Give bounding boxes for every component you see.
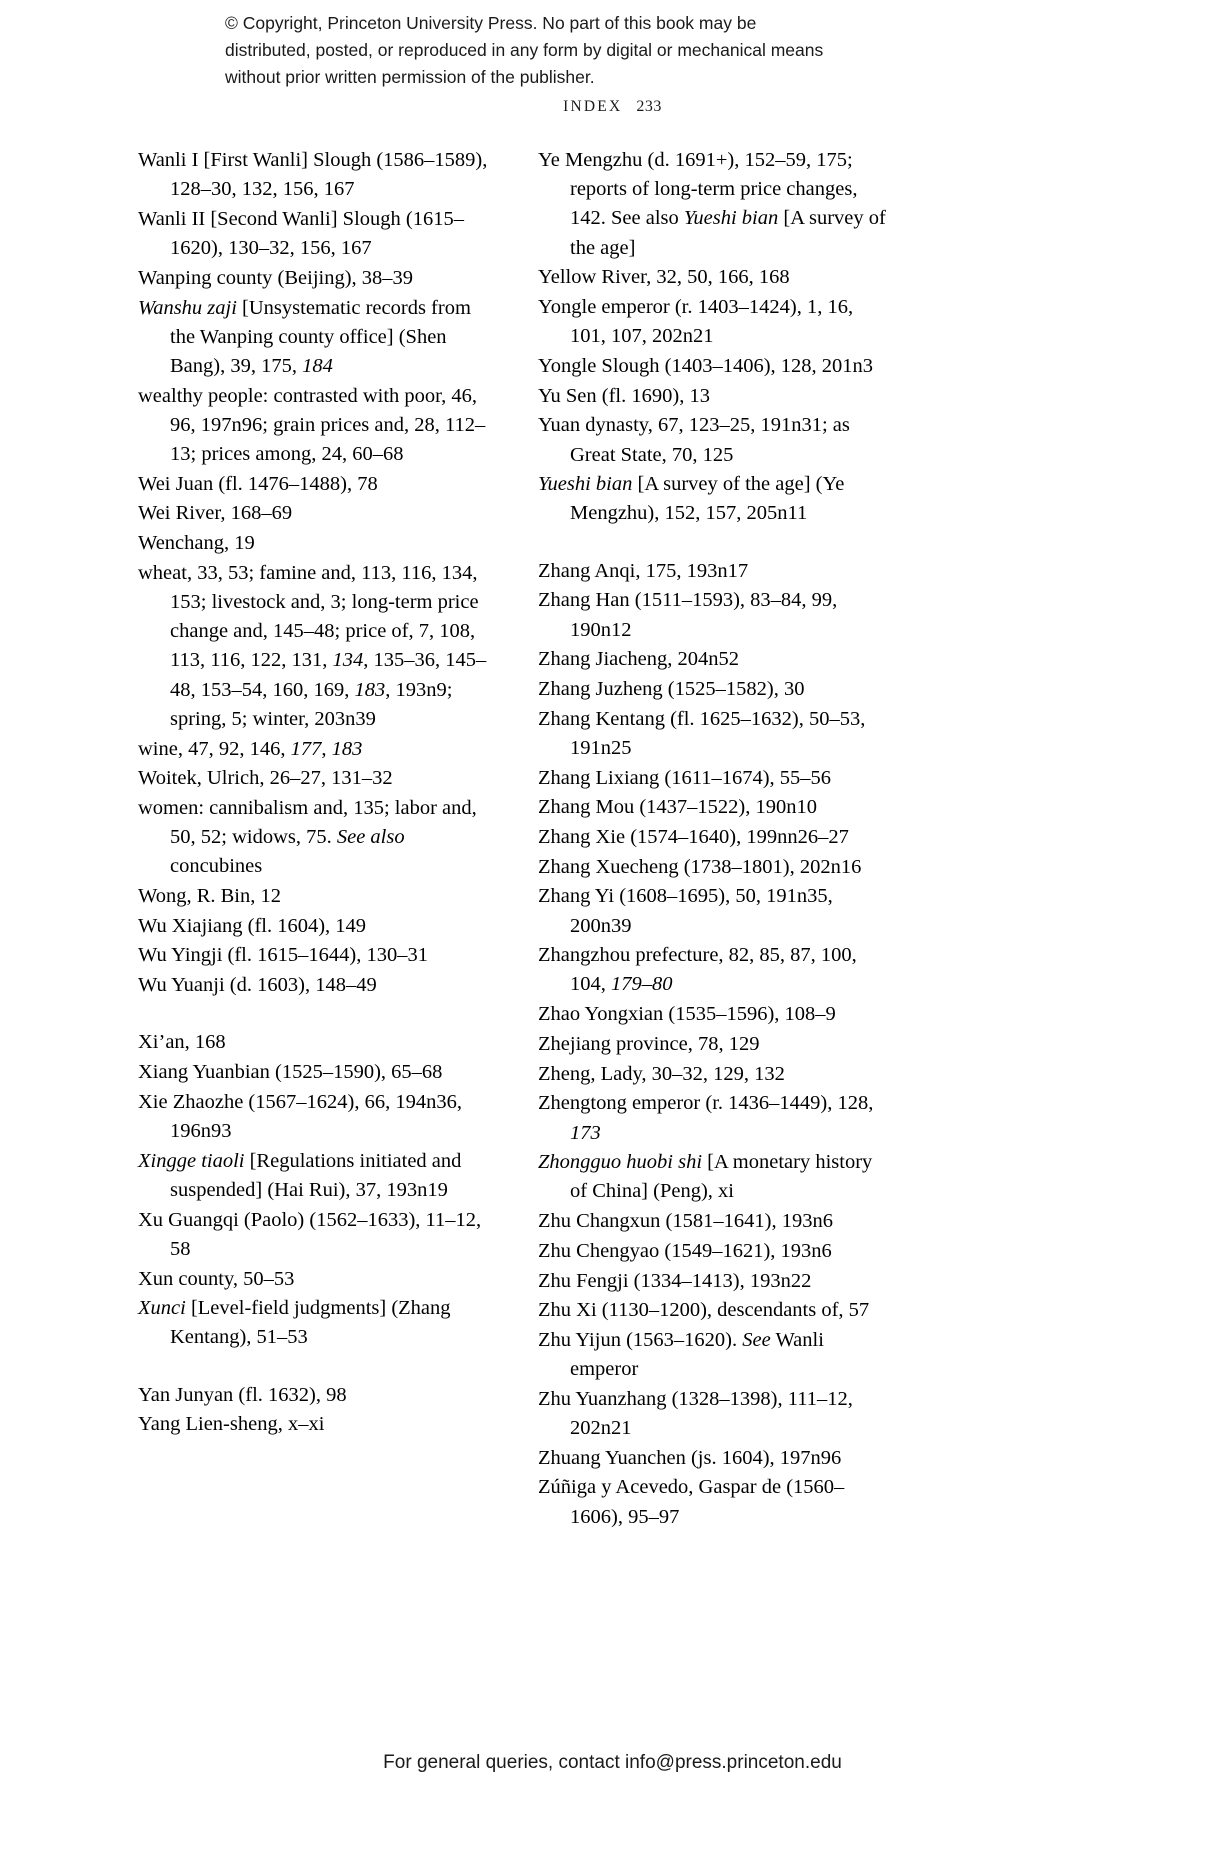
index-entry: wine, 47, 92, 146, 177, 183 bbox=[138, 737, 363, 760]
index-entry: Zhu Changxun (1581–1641), 193n6 bbox=[538, 1210, 833, 1233]
running-head bbox=[0, 98, 1225, 116]
index-entry: Zhangzhou prefecture, 82, 85, 87, 100, 104, 179–80 bbox=[538, 944, 857, 996]
index-entry: Zúñiga y Acevedo, Gaspar de (1560–1606), 95–97 bbox=[538, 1476, 845, 1528]
index-entry: Yongle Slough (1403–1406), 128, 201n3 bbox=[538, 354, 874, 377]
index-entry: Wu Yuanji (d. 1603), 148–49 bbox=[138, 974, 377, 997]
index-entry: wealthy people: contrasted with poor, 46, 96, 197n96; grain prices and, 28, 112–13; prices among, 24, 60–68 bbox=[138, 384, 486, 466]
index-entry: Wong, R. Bin, 12 bbox=[138, 885, 281, 908]
index-entry: Zhao Yongxian (1535–1596), 108–9 bbox=[538, 1003, 836, 1026]
index-entry: Yellow River, 32, 50, 166, 168 bbox=[538, 266, 790, 289]
index-entry: Zhang Anqi, 175, 193n17 bbox=[538, 559, 749, 582]
index-entry: Zhang Juzheng (1525–1582), 30 bbox=[538, 677, 805, 700]
index-entry: Yang Lien-sheng, x–xi bbox=[138, 1413, 325, 1436]
index-entry: Yuan dynasty, 67, 123–25, 191n31; as Great State, 70, 125 bbox=[538, 414, 850, 466]
index-column-left bbox=[138, 146, 488, 1532]
index-entry: Wei Juan (fl. 1476–1488), 78 bbox=[138, 472, 378, 495]
index-entry: Wei River, 168–69 bbox=[138, 502, 293, 525]
index-body bbox=[138, 146, 1088, 1532]
index-entry: Yueshi bian [A survey of the age] (Ye Mengzhu), 152, 157, 205n11 bbox=[538, 473, 845, 525]
index-entry: Zhu Xi (1130–1200), descendants of, 57 bbox=[538, 1299, 870, 1322]
index-entry: Xie Zhaozhe (1567–1624), 66, 194n36, 196n93 bbox=[138, 1090, 462, 1142]
index-entry: Wu Yingji (fl. 1615–1644), 130–31 bbox=[138, 944, 428, 967]
index-entry: Ye Mengzhu (d. 1691+), 152–59, 175; reports of long-term price changes, 142. See also Yueshi bian [A survey of the age] bbox=[538, 149, 886, 259]
index-entry: women: cannibalism and, 135; labor and, 50, 52; widows, 75. See also concubines bbox=[138, 796, 477, 878]
index-entry: Wanping county (Beijing), 38–39 bbox=[138, 266, 414, 289]
index-entry: Zhang Kentang (fl. 1625–1632), 50–53, 191n25 bbox=[538, 707, 866, 759]
index-entry: Zhang Lixiang (1611–1674), 55–56 bbox=[538, 766, 832, 789]
index-entry: wheat, 33, 53; famine and, 113, 116, 134, 153; livestock and, 3; long-term price change and, 145–48; price of, 7, 108, 113, 116, 122, 131, 134, 135–36, 145–48, 153–54, 160, 169, 183, 193n9; spring, 5; winter, 203n39 bbox=[138, 561, 487, 730]
index-entry: Zhu Yijun (1563–1620). See Wanli emperor bbox=[538, 1328, 824, 1381]
index-entry: Wenchang, 19 bbox=[138, 532, 255, 555]
index-entry: Xunci [Level-field judgments] (Zhang Kentang), 51–53 bbox=[138, 1297, 451, 1349]
index-entry: Xu Guangqi (Paolo) (1562–1633), 11–12, 58 bbox=[138, 1208, 482, 1260]
index-entry: Wu Xiajiang (fl. 1604), 149 bbox=[138, 914, 367, 937]
index-entry: Zhu Chengyao (1549–1621), 193n6 bbox=[538, 1239, 832, 1262]
index-entry: Wanli II [Second Wanli] Slough (1615–1620), 130–32, 156, 167 bbox=[138, 207, 464, 260]
index-entry: Xingge tiaoli [Regulations initiated and suspended] (Hai Rui), 37, 193n19 bbox=[138, 1149, 462, 1201]
footer-note: For general queries, contact info@press.princeton.edu bbox=[383, 1752, 842, 1773]
index-entry: Zhang Yi (1608–1695), 50, 191n35, 200n39 bbox=[538, 885, 833, 937]
index-entry: Wanli I [First Wanli] Slough (1586–1589), 128–30, 132, 156, 167 bbox=[138, 149, 488, 201]
index-column-right bbox=[538, 146, 888, 1532]
index-entry: Zhang Mou (1437–1522), 190n10 bbox=[538, 796, 818, 819]
index-entry: Zhang Xuecheng (1738–1801), 202n16 bbox=[538, 855, 862, 878]
index-entry: Zhang Xie (1574–1640), 199nn26–27 bbox=[538, 825, 849, 848]
index-entry: Wanshu zaji [Unsystematic records from the Wanping county office] (Shen Bang), 39, 175, 184 bbox=[138, 296, 471, 377]
index-entry: Zhang Jiacheng, 204n52 bbox=[538, 648, 739, 671]
index-entry: Yu Sen (fl. 1690), 13 bbox=[538, 384, 710, 407]
index-entry: Xun county, 50–53 bbox=[138, 1267, 295, 1290]
index-entry: Xi’an, 168 bbox=[138, 1031, 226, 1054]
index-entry: Woitek, Ulrich, 26–27, 131–32 bbox=[138, 767, 393, 790]
index-entry: Yongle emperor (r. 1403–1424), 1, 16, 101, 107, 202n21 bbox=[538, 296, 854, 348]
index-entry: Zhejiang province, 78, 129 bbox=[538, 1032, 760, 1055]
index-entry: Xiang Yuanbian (1525–1590), 65–68 bbox=[138, 1061, 443, 1084]
page-folio: 233 bbox=[636, 98, 662, 115]
index-entry: Zhu Fengji (1334–1413), 193n22 bbox=[538, 1269, 812, 1292]
index-entry: Zheng, Lady, 30–32, 129, 132 bbox=[538, 1062, 785, 1085]
running-head-label: INDEX bbox=[563, 98, 623, 115]
index-entry: Yan Junyan (fl. 1632), 98 bbox=[138, 1383, 347, 1406]
index-entry: Zhongguo huobi shi [A monetary history of China] (Peng), xi bbox=[538, 1151, 873, 1203]
index-entry: Zhuang Yuanchen (js. 1604), 197n96 bbox=[538, 1446, 842, 1469]
copyright-notice: © Copyright, Princeton University Press. No part of this book may be distributed, posted, or reproduced in any form by digital or mechanical means without prior written permission of the publisher. bbox=[225, 13, 824, 88]
index-entry: Zhang Han (1511–1593), 83–84, 99, 190n12 bbox=[538, 589, 838, 641]
index-entry: Zhengtong emperor (r. 1436–1449), 128, 173 bbox=[538, 1092, 874, 1144]
index-entry: Zhu Yuanzhang (1328–1398), 111–12, 202n21 bbox=[538, 1387, 853, 1440]
